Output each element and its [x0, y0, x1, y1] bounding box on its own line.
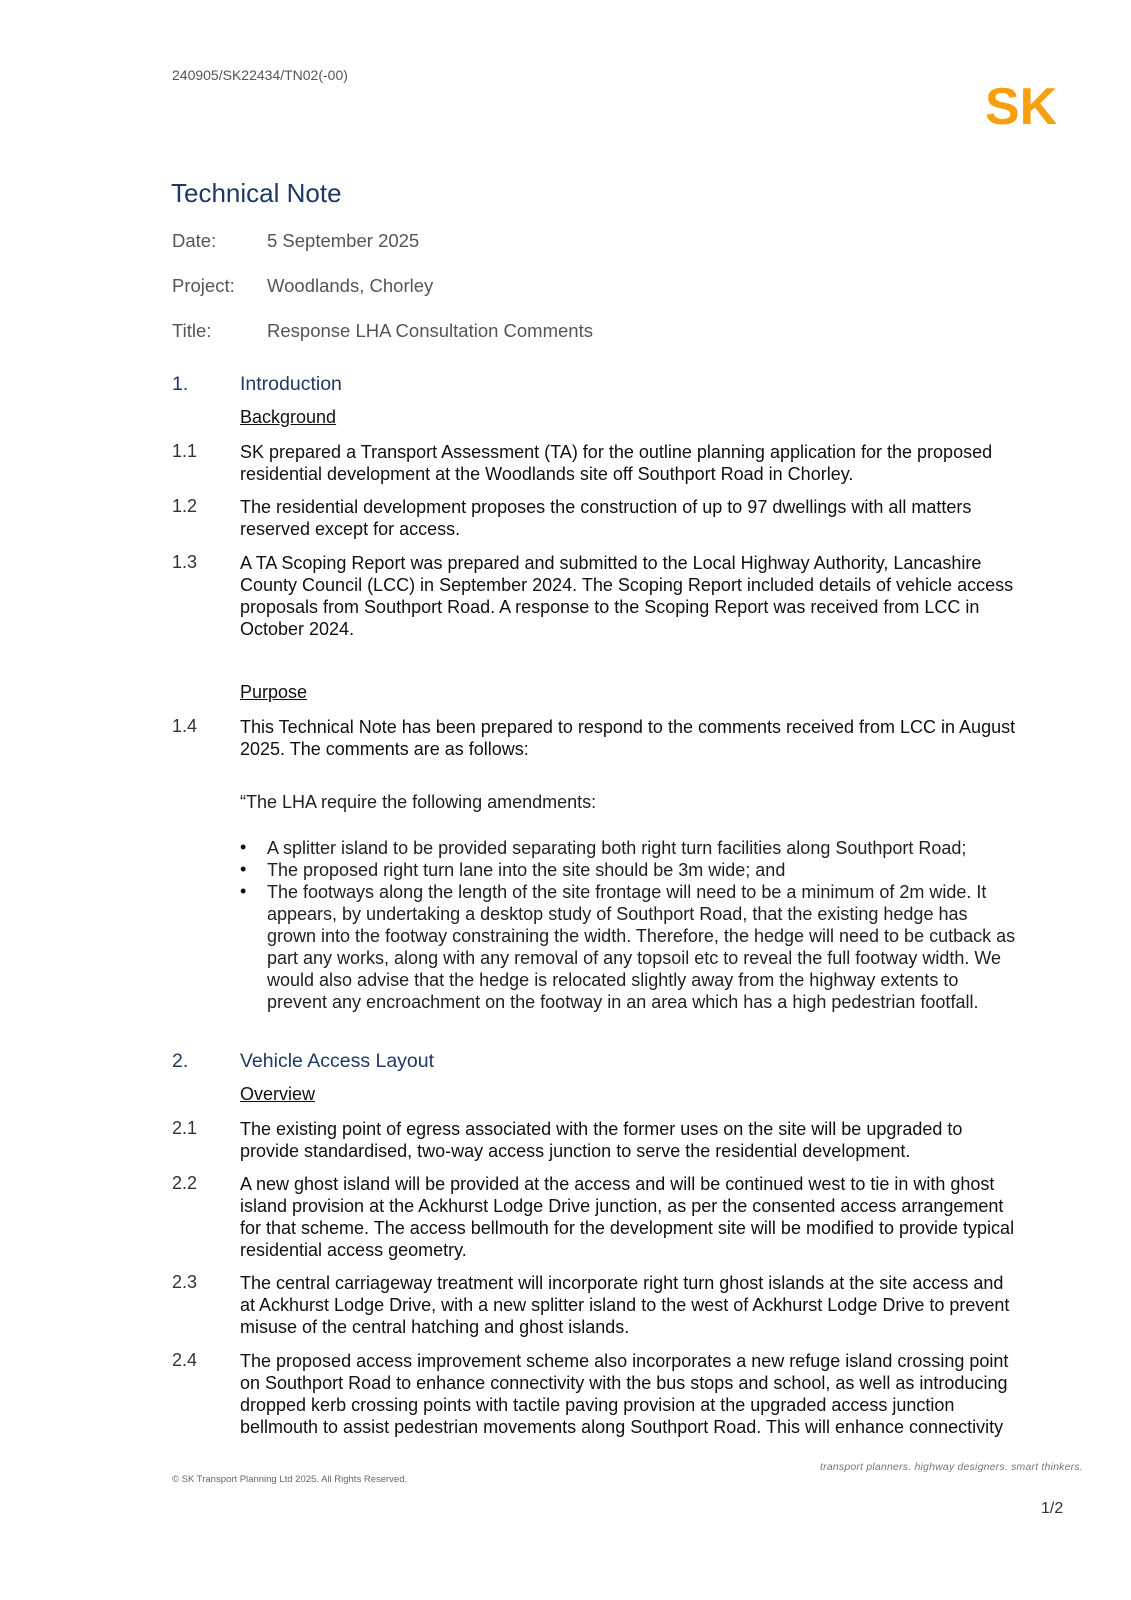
meta-date-label: Date: [172, 230, 217, 251]
footer-tagline: transport planners. highway designers. smart thinkers. [820, 1461, 1083, 1473]
meta-date-value: 5 September 2025 [267, 230, 420, 251]
section-title-vehicle-access-layout: Vehicle Access Layout [240, 1050, 435, 1072]
quote-intro: “The LHA require the following amendments: [240, 792, 597, 812]
paragraph-number: 1.1 [172, 441, 198, 461]
paragraph-2-1: The existing point of egress associated with the former uses on the site will be upgraded to provide standardised, two-way access junction to serve the residential development. [240, 1119, 963, 1161]
paragraph-number: 1.3 [172, 552, 198, 572]
bullet-item: The proposed right turn lane into the site should be 3m wide; and [267, 860, 786, 880]
meta-project-value: Woodlands, Chorley [267, 275, 434, 296]
paragraph-number: 1.2 [172, 496, 198, 516]
paragraph-number: 2.4 [172, 1350, 198, 1370]
paragraph-2-3: The central carriageway treatment will incorporate right turn ghost islands at the site access and at Ackhurst Lodge Drive, with a new splitter island to the west of Ackhurst Lodge Drive to prevent misuse of the central hatching and ghost islands. [240, 1273, 1010, 1337]
subheading-overview: Overview [240, 1084, 316, 1104]
bullet-item: The footways along the length of the site frontage will need to be a minimum of 2m wide. It appears, by undertaking a desktop study of Southport Road, that the existing hedge has grown into the footway constraining the width. Therefore, the hedge will need to be cutback as part any works, along with any removal of any topsoil etc to reveal the full footway width. We would also advise that the hedge is relocated slightly away from the highway extents to prevent any encroachment on the footway in an area which has a high pedestrian footfall. [267, 882, 1016, 1012]
bullet-icon: • [240, 837, 247, 857]
meta-project-label: Project: [172, 275, 235, 296]
sk-logo [985, 82, 1082, 128]
paragraph-number: 2.1 [172, 1118, 198, 1138]
page-number: 1/2 [1041, 1500, 1064, 1517]
section-title-introduction: Introduction [240, 373, 342, 395]
paragraph-number: 2.2 [172, 1173, 198, 1193]
subheading-purpose: Purpose [240, 682, 308, 702]
paragraph-1-2: The residential development proposes the construction of up to 97 dwellings with all matters reserved except for access. [240, 497, 972, 539]
bullet-icon: • [240, 859, 247, 879]
paragraph-1-3: A TA Scoping Report was prepared and submitted to the Local Highway Authority, Lancashire County Council (LCC) in September 2024. The Scoping Report included details of vehicle access proposals from Southport Road. A response to the Scoping Report was received from LCC in October 2024. [240, 553, 1014, 639]
meta-title-value: Response LHA Consultation Comments [267, 320, 593, 341]
footer-copyright: © SK Transport Planning Ltd 2025. All Rights Reserved. [172, 1474, 408, 1485]
page-title: Technical Note [171, 178, 342, 208]
paragraph-number: 2.3 [172, 1272, 198, 1292]
section-number: 1. [172, 373, 189, 395]
paragraph-number: 1.4 [172, 716, 198, 736]
paragraph-1-1: SK prepared a Transport Assessment (TA) for the outline planning application for the proposed residential development at the Woodlands site off Southport Road in Chorley. [240, 442, 993, 484]
paragraph-2-4: The proposed access improvement scheme also incorporates a new refuge island crossing point on Southport Road to enhance connectivity with the bus stops and school, as well as introducing dropped kerb crossing points with tactile paving provision at the upgraded access junction bellmouth to assist pedestrian movements along Southport Road. This will enhance connectivity [240, 1351, 1009, 1437]
document-reference: 240905/SK22434/TN02(-00) [172, 67, 348, 83]
paragraph-1-4: This Technical Note has been prepared to respond to the comments received from LCC in August 2025. The comments are as follows: [240, 717, 1016, 759]
section-number: 2. [172, 1050, 189, 1072]
logo-text: SK [985, 82, 1058, 128]
paragraph-2-2: A new ghost island will be provided at the access and will be continued west to tie in with ghost island provision at the Ackhurst Lodge Drive junction, as per the consented access arrangement for that scheme. The access bellmouth for the development site will be modified to provide typical residential access geometry. [240, 1174, 1015, 1260]
bullet-icon: • [240, 881, 247, 901]
bullet-item: A splitter island to be provided separating both right turn facilities along Southport Road; [267, 838, 967, 858]
subheading-background: Background [240, 407, 337, 427]
meta-title-label: Title: [172, 320, 212, 341]
